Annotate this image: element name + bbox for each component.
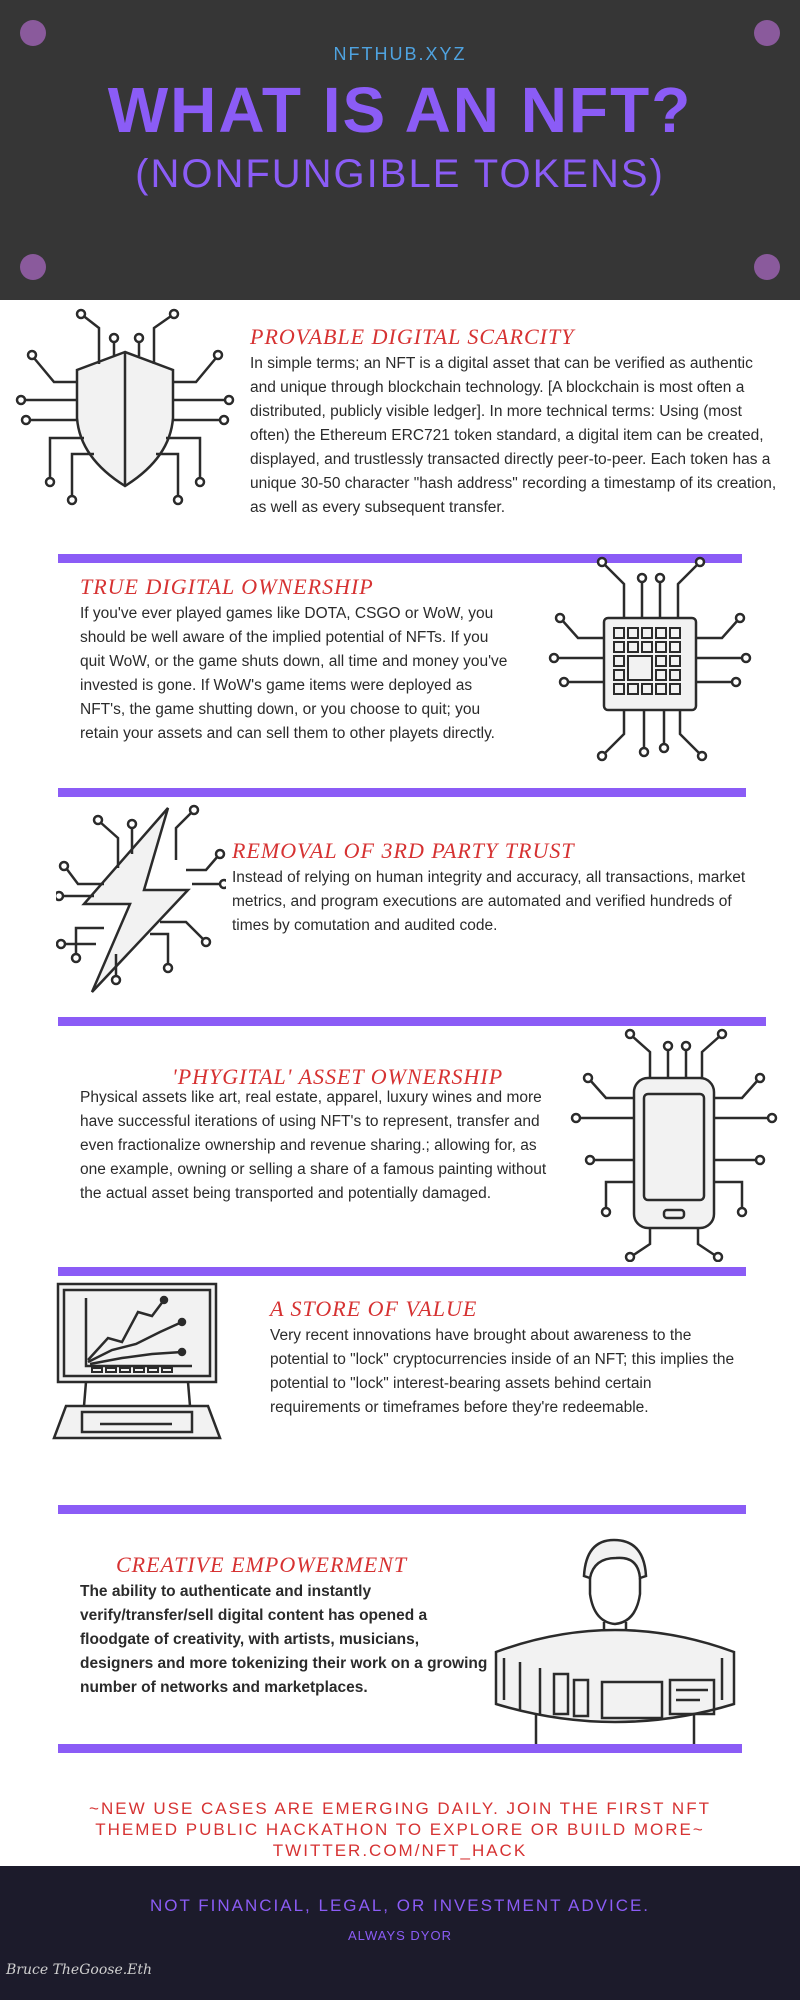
section-divider xyxy=(58,788,746,797)
section-title: 'PHYGITAL' ASSET OWNERSHIP xyxy=(172,1064,504,1089)
section-divider xyxy=(58,1744,742,1753)
circuit-shield-icon xyxy=(14,308,236,508)
section-title: TRUE DIGITAL OWNERSHIP xyxy=(80,574,374,599)
corner-dot xyxy=(20,254,46,280)
signature: Bruce TheGoose.Eth xyxy=(6,1962,153,1978)
cta-line: ~NEW USE CASES ARE EMERGING DAILY. JOIN THE FIRST NFT xyxy=(89,1799,711,1818)
computer-chart-icon xyxy=(52,1282,224,1454)
section-body: Physical assets like art, real estate, apparel, luxury wines and more have successful iterations of using NFT's to represent, transfer and even fractionalize ownership and revenue sharing.; allowing for, as one example, owning or selling a share of a famous painting without the actual asset being transported and potentially damaged. xyxy=(80,1089,547,1202)
person-screens-icon xyxy=(490,1534,740,1744)
section-body: Very recent innovations have brought about awareness to the potential to "lock" cryptocurrencies inside of an NFT; this implies the potential to "lock" interest-bearing assets behind certain requirements or timeframes before they're redeemable. xyxy=(270,1327,735,1416)
circuit-phone-icon xyxy=(566,1022,784,1262)
disclaimer: NOT FINANCIAL, LEGAL, OR INVESTMENT ADVICE. xyxy=(149,1896,651,1915)
section-body: Instead of relying on human integrity and accuracy, all transactions, market metrics, and program executions are automated and verified hundreds of times by comutation and audited code. xyxy=(232,869,746,934)
microchip-icon xyxy=(548,554,752,770)
circuit-lightning-icon xyxy=(56,804,226,996)
section-body: If you've ever played games like DOTA, CSGO or WoW, you should be well aware of the implied potential of NFTs. If you quit WoW, or the game shuts down, all time and money you've invested is gone. If WoW's game items were deployed as NFT's, the game shutting down, or you choose to quit; you retain your assets and can sell them to other playets directly. xyxy=(80,605,508,742)
section-title: A STORE OF VALUE xyxy=(270,1296,478,1321)
corner-dot xyxy=(754,20,780,46)
page-subtitle: (NONFUNGIBLE TOKENS) xyxy=(135,152,665,196)
page-title: WHAT IS AN NFT? xyxy=(107,74,693,146)
corner-dot xyxy=(754,254,780,280)
section-title: CREATIVE EMPOWERMENT xyxy=(116,1552,408,1577)
section-divider xyxy=(58,1505,746,1514)
cta-line: THEMED PUBLIC HACKATHON TO EXPLORE OR BUILD MORE~ xyxy=(95,1820,705,1839)
corner-dot xyxy=(20,20,46,46)
section-divider xyxy=(58,1267,746,1276)
section-body: In simple terms; an NFT is a digital asset that can be verified as authentic and unique through blockchain technology. [A blockchain is most often a distributed, publicly visible ledger]. In more technical terms: Using (most often) the Ethereum ERC721 token standard, a digital item can be created, displayed, and trustlessly transacted directly peer-to-peer. Each token has a unique 30-50 character "hash address" recording a timestamp of its creation, as well as every subsequent transfer. xyxy=(250,355,777,516)
cta-link[interactable]: TWITTER.COM/NFT_HACK xyxy=(272,1841,528,1860)
section-title: PROVABLE DIGITAL SCARCITY xyxy=(250,324,575,349)
section-title: REMOVAL OF 3RD PARTY TRUST xyxy=(232,838,575,863)
site-name: NFTHUB.XYZ xyxy=(333,44,467,64)
section-body: The ability to authenticate and instantly verify/transfer/sell digital content has opened a floodgate of creativity, with artists, musicians, designers and more tokenizing their work on a growing number of networks and marketplaces. xyxy=(80,1583,488,1696)
call-to-action xyxy=(40,1798,760,1861)
dyor-note: ALWAYS DYOR xyxy=(348,1928,452,1943)
